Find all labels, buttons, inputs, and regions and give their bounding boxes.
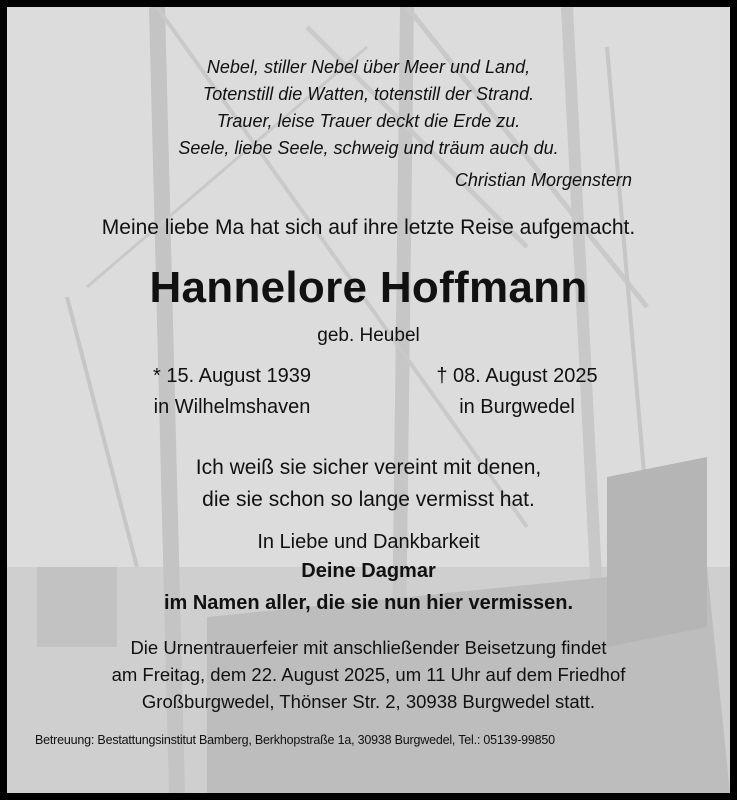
closing-signature: Deine Dagmar	[301, 560, 436, 582]
ceremony-line-1: Die Urnentrauerfeier mit anschließender Beisetzung findet	[130, 637, 607, 658]
birth-block	[102, 361, 362, 423]
obituary-text	[7, 7, 730, 793]
birth-date: * 15. August 1939	[153, 365, 311, 387]
intro-text: Meine liebe Ma hat sich auf ihre letzte Reise aufgemacht.	[101, 216, 636, 239]
ceremony-block	[7, 634, 730, 715]
poem-line-2: Totenstill die Watten, totenstill der Strand.	[202, 84, 535, 104]
undertaker-footer: Betreuung: Bestattungsinstitut Bamberg, Berkhopstraße 1a, 30938 Burgwedel, Tel.: 05139-99850	[35, 733, 555, 747]
ceremony-line-3: Großburgwedel, Thönser Str. 2, 30938 Burgwedel statt.	[141, 691, 596, 712]
death-date: † 08. August 2025	[436, 365, 598, 387]
poem-author: Christian Morgenstern	[454, 170, 632, 190]
maiden-name: geb. Heubel	[317, 325, 420, 346]
quote-line-1: Ich weiß sie sicher vereint mit denen,	[195, 456, 542, 479]
ceremony-line-2: am Freitag, dem 22. August 2025, um 11 Uhr auf dem Friedhof	[111, 664, 626, 685]
quote-block	[7, 452, 730, 516]
closing-love: In Liebe und Dankbarkeit	[257, 531, 480, 553]
birth-place: in Wilhelmshaven	[153, 396, 311, 418]
poem-line-1: Nebel, stiller Nebel über Meer und Land,	[206, 57, 531, 77]
poem-line-3: Trauer, leise Trauer deckt die Erde zu.	[216, 111, 521, 131]
death-block	[387, 361, 647, 423]
quote-line-2: die sie schon so lange vermisst hat.	[202, 488, 535, 511]
closing-on-behalf: im Namen aller, die sie nun hier vermissen.	[163, 592, 574, 614]
death-place: in Burgwedel	[459, 396, 575, 418]
deceased-name: Hannelore Hoffmann	[149, 263, 588, 312]
poem-line-4: Seele, liebe Seele, schweig und träum auch du.	[178, 138, 559, 158]
